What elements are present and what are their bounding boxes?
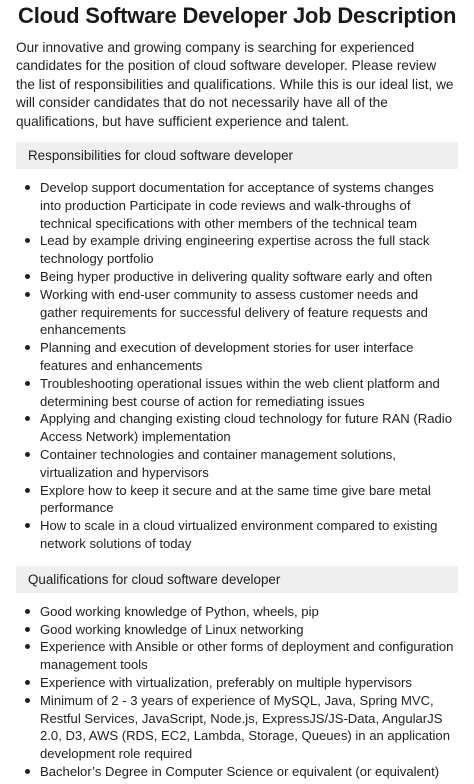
intro-paragraph: Our innovative and growing company is searching for experienced candidates for the position of cloud software developer. Please review the list of responsibilities and qualifications. While this is our ideal list, we will consider candidates that do not necessarily have all of the qualifications, but have sufficient experience and talent. — [16, 40, 454, 129]
qualification-item: Experience with virtualization, preferably on multiple hypervisors — [16, 674, 458, 692]
qualification-item: Minimum of 2 - 3 years of experience of MySQL, Java, Spring MVC, Restful Services, JavaScript, Node.js, ExpressJS/JS-Data, AngularJS 2.0, D3, AWS (RDS, EC2, Lambda, Storage, Queues) in an application development role required — [16, 692, 458, 763]
responsibility-item: Troubleshooting operational issues within the web client platform and determining best course of action for remediating issues — [16, 375, 458, 411]
responsibility-item: Lead by example driving engineering expertise across the full stack technology portfolio — [16, 232, 458, 268]
responsibility-item: How to scale in a cloud virtualized environment compared to existing network solutions of today — [16, 517, 458, 553]
responsibility-item: Develop support documentation for acceptance of systems changes into production Participate in code reviews and walk-throughs of technical specifications with other members of the technical team — [16, 179, 458, 232]
responsibility-item: Applying and changing existing cloud technology for future RAN (Radio Access Network) implementation — [16, 410, 458, 446]
qualification-item: Bachelor’s Degree in Computer Science or equivalent (or equivalent) — [16, 763, 458, 781]
responsibilities-list — [16, 179, 458, 553]
responsibility-item: Explore how to keep it secure and at the same time give bare metal performance — [16, 482, 458, 518]
page-title: Cloud Software Developer Job Description — [18, 3, 457, 28]
qualifications-list — [16, 603, 458, 781]
qualifications-heading: Qualifications for cloud software developer — [16, 566, 458, 593]
responsibilities-heading: Responsibilities for cloud software developer — [16, 142, 458, 169]
responsibility-item: Container technologies and container management solutions, virtualization and hypervisors — [16, 446, 458, 482]
responsibility-item: Planning and execution of development stories for user interface features and enhancements — [16, 339, 458, 375]
qualification-item: Good working knowledge of Linux networking — [16, 621, 458, 639]
responsibility-item: Being hyper productive in delivering quality software early and often — [16, 268, 458, 286]
qualification-item: Experience with Ansible or other forms of deployment and configuration management tools — [16, 638, 458, 674]
responsibility-item: Working with end-user community to assess customer needs and gather requirements for successful delivery of feature requests and enhancements — [16, 286, 458, 339]
qualification-item: Good working knowledge of Python, wheels, pip — [16, 603, 458, 621]
